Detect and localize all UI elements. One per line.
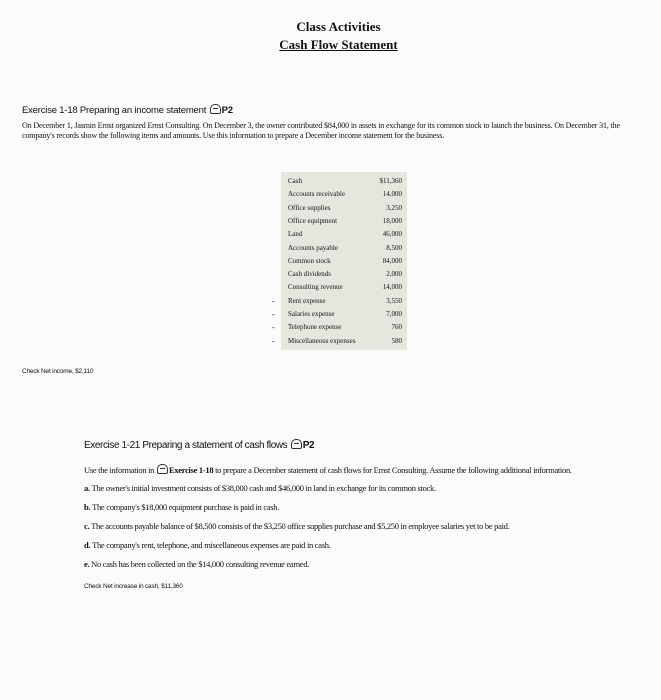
account-value: 3,550: [386, 296, 402, 305]
account-row: [272, 336, 407, 349]
ebook-icon[interactable]: [210, 104, 221, 114]
item-letter: e.: [84, 559, 92, 569]
account-value: 2,000: [386, 270, 402, 279]
account-value: 580: [391, 336, 402, 345]
ebook-icon[interactable]: [157, 464, 168, 474]
instruction-line: [84, 521, 509, 531]
account-name: Common stock: [288, 256, 331, 265]
check-net-income: Check Net income, $2,110: [22, 368, 94, 375]
account-row: [281, 256, 407, 269]
account-name: Office equipment: [288, 216, 338, 225]
account-value: 14,000: [382, 283, 402, 292]
item-letter: a.: [84, 483, 92, 493]
account-name: Accounts receivable: [288, 190, 345, 199]
account-name: Office supplies: [288, 203, 331, 212]
page-title: Class Activities: [296, 19, 381, 34]
exercise-2-heading: Exercise 1-21 Preparing a statement of cash flows P2: [84, 440, 315, 451]
account-value: 84,000: [382, 256, 402, 265]
exercise-1-body: On December 1, Jasmin Ernst organized Ernst Consulting. On December 3, the owner contributed $84,000 in assets in exchange for its common stock to launch the business. On December 31, the company's records show the following items and amounts. Use this information to prepare a December income statement for the business.: [22, 121, 620, 140]
item-letter: d.: [84, 540, 93, 550]
instruction-text: The company's $18,000 equipment purchase is paid in cash.: [92, 502, 280, 512]
item-letter: c.: [84, 521, 92, 531]
page-subtitle: Cash Flow Statement: [279, 37, 398, 52]
account-row: [281, 176, 407, 189]
instruction-line: [84, 464, 572, 475]
ebook-icon[interactable]: [291, 439, 302, 449]
account-name: Accounts payable: [288, 243, 338, 252]
instruction-text: The accounts payable balance of $8,500 consists of the $3,250 office supplies purchase and $5,250 in employee salaries yet to be paid.: [91, 521, 510, 531]
account-row: [281, 229, 407, 242]
account-name: Cash: [288, 177, 302, 185]
instruction-line: [84, 483, 436, 493]
instruction-line: [84, 559, 309, 569]
instruction-text: The owner's initial investment consists of $38,000 cash and $46,000 in land in exchange for its common stock.: [91, 483, 436, 493]
account-row: [281, 243, 407, 256]
expense-mark: -: [272, 296, 275, 306]
expense-mark: -: [272, 336, 275, 346]
account-row: [272, 296, 407, 309]
instruction-text: Use the information in: [84, 465, 155, 475]
account-value: 3,250: [386, 203, 402, 212]
instruction-text: No cash has been collected on the $14,000 consulting revenue earned.: [91, 559, 310, 569]
exercise-reference-link[interactable]: Exercise 1-18: [168, 465, 214, 475]
instruction-text: The company's rent, telephone, and miscellaneous expenses are paid in cash.: [92, 540, 331, 550]
accounts-table: [272, 172, 407, 350]
account-name: Cash dividends: [288, 270, 331, 279]
account-row: [281, 216, 407, 229]
exercise-1-heading: Exercise 1-18 Preparing an income statement P2: [22, 105, 233, 116]
account-value: 46,000: [382, 230, 402, 239]
instruction-text-rest: to prepare a December statement of cash flows for Ernst Consulting. Assume the following additional information.: [213, 465, 572, 475]
account-row: [272, 322, 407, 335]
account-name: Salaries expense: [288, 310, 335, 318]
expense-mark: -: [272, 310, 275, 319]
account-row: [272, 309, 407, 322]
account-row: [281, 269, 407, 282]
account-name: Rent expense: [288, 296, 326, 305]
account-row: [281, 189, 407, 202]
account-value: 8,500: [386, 243, 402, 252]
account-value: 14,000: [382, 190, 402, 199]
account-value: 7,000: [386, 310, 402, 318]
account-row: [281, 282, 407, 295]
expense-mark: -: [272, 323, 275, 333]
item-letter: b.: [84, 502, 93, 512]
account-name: Telephone expense: [288, 323, 342, 332]
account-value: 18,000: [382, 216, 402, 225]
account-name: Consulting revenue: [288, 283, 343, 292]
instruction-line: [84, 502, 279, 512]
check-net-increase-cash: Check Net increase in cash, $11,360: [84, 583, 183, 590]
account-value: $11,360: [379, 177, 402, 185]
account-value: 760: [391, 323, 402, 332]
account-name: Miscellaneous expenses: [288, 336, 356, 345]
instruction-line: [84, 540, 331, 550]
account-name: Land: [288, 230, 303, 239]
account-row: [281, 203, 407, 216]
